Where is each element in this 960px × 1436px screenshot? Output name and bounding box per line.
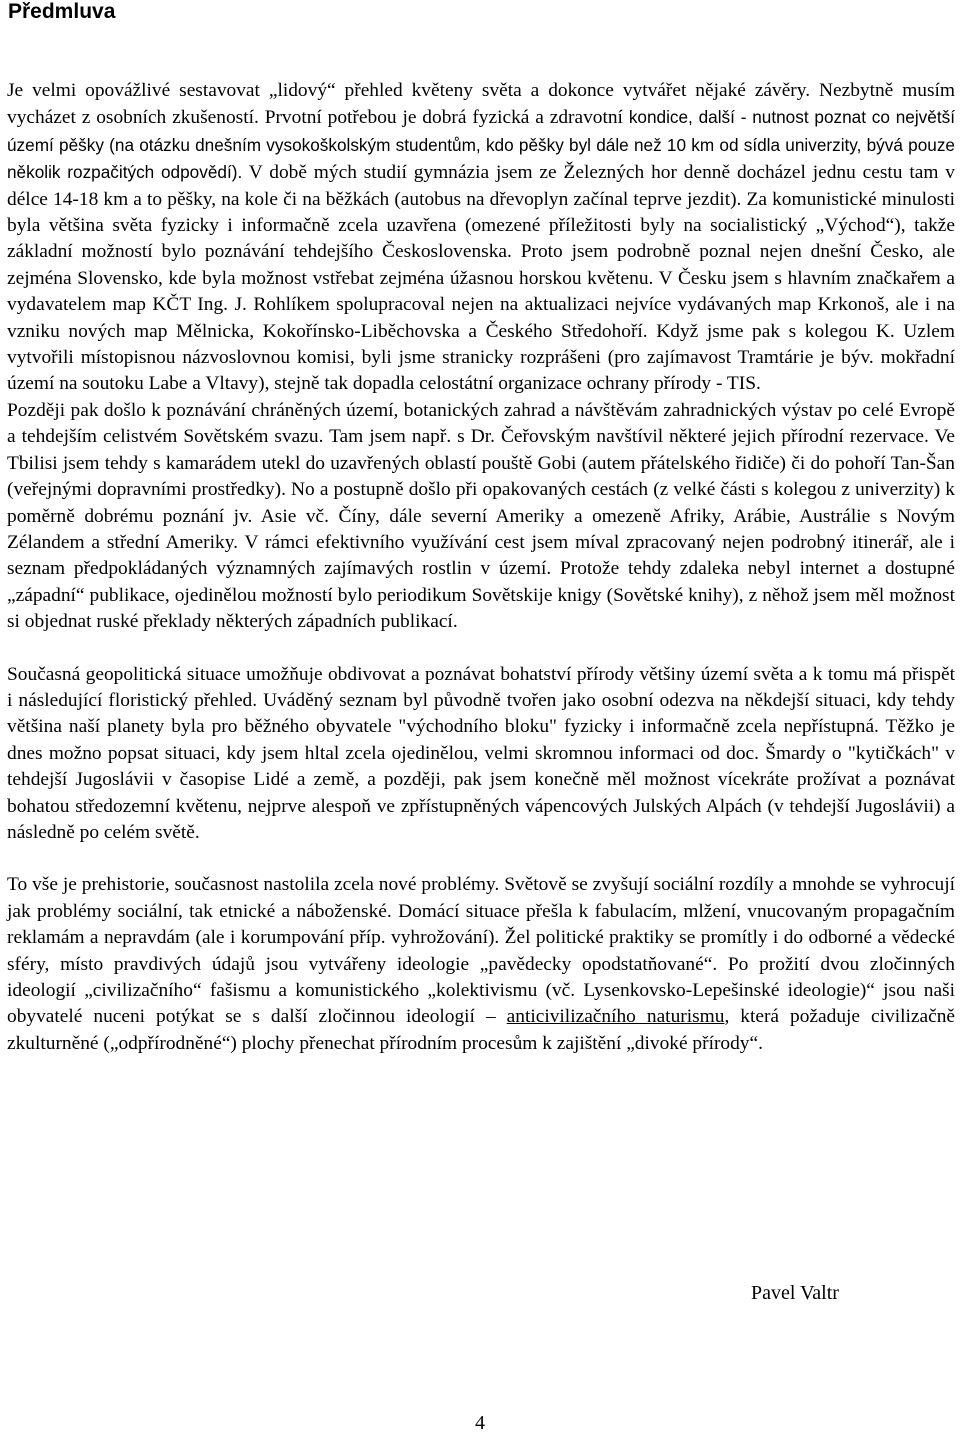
paragraph-4 [7,872,955,1057]
paragraph-1-intro: Je velmi opovážlivé sestavovat „lidový“ přehled květeny světa a dokonce vytvářet nějaké závěry. Nezbytně musím vycházet z osobních zkušeností. Prvotní potřebou je dobrá fyzická a zdravotní [7,80,955,129]
author-signature: Pavel Valtr [751,1282,839,1304]
paragraph-1-gymnasium: V době mých studií gymnázia jsem ze Železných hor denně docházel jednu cestu tam v délce 14-18 km a to pěšky, na kole či na běžkách (autobus na dřevoplyn začínal teprve jezdit). [7,162,955,210]
page-title: Předmluva [8,0,116,23]
underlined-term: anticivilizačního naturismu [506,1006,725,1028]
page-number: 4 [475,1412,485,1434]
paragraph-2: Později pak došlo k poznávání chráněných území, botanických zahrad a návštěvám zahradnických výstav po celé Evropě a tehdejším celistvém Sovětském svazu. Tam jsem např. s Dr. Čeřovským navštívil některé jejich přírodní rezervace. Ve Tbilisi jsem tehdy s kamarádem utekl do uzavřených oblastí pouště Gobi (autem přátelského řidiče) či do pohoří Tan-Šan (veřejnými dopravními prostředky). No a postupně došlo při opakovaných cestách (z velké části s kolegou z univerzity) k poměrně dobrému poznání jv. Asie vč. Číny, dále severní Ameriky a omezeně Afriky, Arábie, Austrálie s Novým Zélandem a střední Ameriky. V rámci efektivního využívání cest jsem míval zpracovaný nejen podrobný itinerář, ale i seznam předpokládaných významných zajímavých rostlin v území. Protože tehdy zdaleka nebyl internet a dostupné „západní“ publikace, ojedinělou možností bylo periodikum Sovětskije knigy (Sovětské knihy), z něhož jsem měl možnost si objednat ruské překlady některých západních publikací. [7,399,955,633]
paragraph-1 [7,78,955,398]
paragraph-3: Současná geopolitická situace umožňuje obdivovat a poznávat bohatství přírody většiny území světa a k tomu má přispět i následující floristický přehled. Uváděný seznam byl původně tvořen jako osobní odezva na někdejší situaci, kdy tehdy většina naší planety byla pro běžného obyvatele "východního bloku" fyzicky i informačně zcela nepřístupná. Těžko je dnes možno popsat situaci, kdy jsem hltal zcela ojedinělou, velmi skromnou informaci od doc. Šmardy o "kytičkách" v tehdejší Jugoslávii v časopise Lidé a země, a později, pak jsem konečně měl možnost vícekráte prožívat a poznávat bohatou středozemní květenu, nejprve alespoň ve zpřístupněných vápencových Julských Alpách (v tehdejší Jugoslávii) a následně po celém světě. [7,663,955,843]
paragraph-4-text: To vše je prehistorie, současnost nastolila zcela nové problémy. Světově se zvyšují sociální rozdíly a mnohde se vyhrocují jak problémy sociální, tak etnické a náboženské. Domácí situace přešla k fabulacím, mlžení, vnucovaným propagačním reklamám a nepravdám (ale i korumpování příp. vyhrožování). Žel politické praktiky se promítly i do odborné a vědecké sféry, místo pravdivých údajů jsou vytvářeny ideologie „pavědecky opodstatňované“. Po prožití dvou zločinných ideologií „civilizačního“ fašismu a komunistického „kolektivismu (vč. Lysenkovsko-Lepešinské ideologie)“ jsou naši obyvatelé nuceni potýkat se s další zločinnou ideologií – [7,874,955,1028]
paragraph-1-sans-passage: kondice, další - nutnost poznat co největší území pěšky (na otázku dnešním vysokoškolským studentům, kdo pěšky byl dále než 10 km od sídla univerzity, bývá pouze několik rozpačitých odpovědí). [7,107,955,183]
paragraph-4-ending: , která požaduje civilizačně zkulturněné („odpřírodněné“) plochy přenechat přírodním procesům k zajištění „divoké přírody“. [7,1006,955,1054]
document-body [7,78,955,1057]
paragraph-1-communist-era: Za komunistické minulosti byla většina světa fyzicky i informačně zcela uzavřena (omezené příležitosti byly na socialistický „Východ“), takže základní možností bylo poznávání tehdejšího Československa. Proto jsem podrobně poznal nejen dnešní Česko, ale zejména Slovensko, kde byla možnost vstřebat zejména úžasnou horskou květenu. V Česku jsem s hlavním značkařem a vydavatelem map KČT Ing. J. Rohlíkem spolupracoval nejen na aktualizaci nejvíce vydávaných map Krkonoš, ale i na vzniku nových map Mělnicka, Kokořínsko-Liběchovska a Českého Středohoří. Když jsme pak s kolegou K. Uzlem vytvořili místopisnou názvoslovnou komisi, byli jsme stranicky rozprášeni (pro zajímavost Tramtárie je býv. mokřadní území na soutoku Labe a Vltavy), stejně tak dopadla celostátní organizace ochrany přírody - TIS. [7,188,955,395]
